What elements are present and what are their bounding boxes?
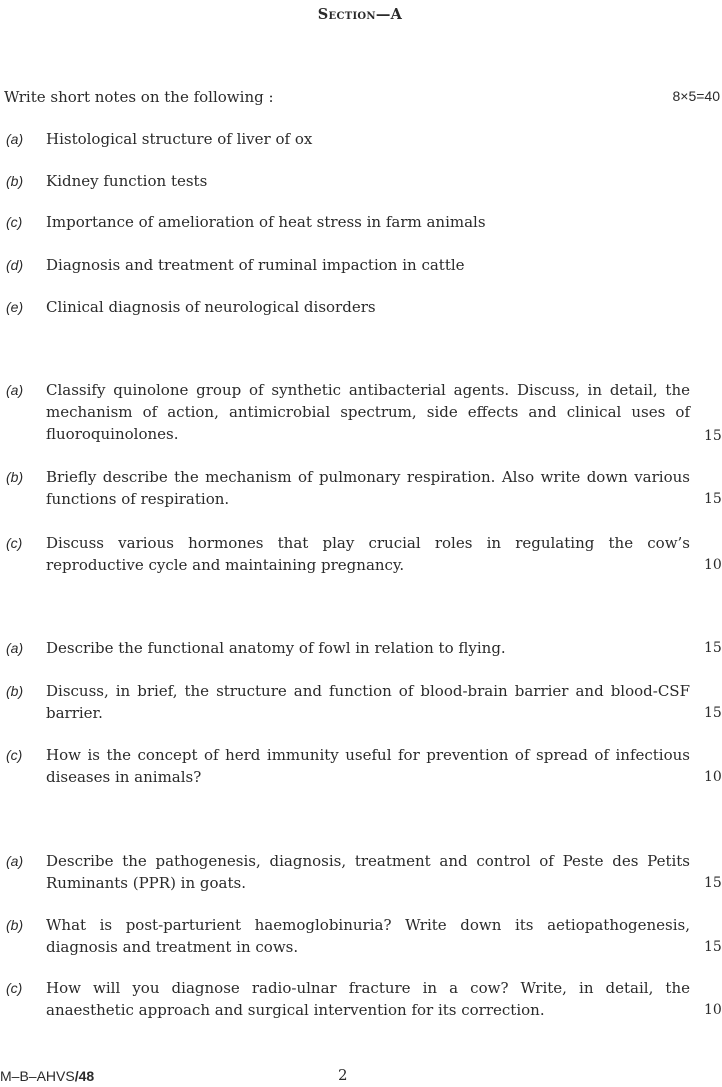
item-marks: 15 — [704, 939, 722, 955]
paper-code-prefix: M–B–AHVS — [0, 1068, 75, 1084]
item-label: (c) — [6, 747, 23, 763]
item-marks: 15 — [704, 875, 722, 891]
item-marks: 15 — [704, 491, 722, 507]
item-label: (b) — [6, 683, 24, 699]
item-text: How is the concept of herd immunity useful for prevention of spread of infectious diseases in animals? — [46, 746, 690, 786]
item-label: (d) — [6, 257, 24, 273]
item-marks: 10 — [704, 557, 722, 573]
item-label: (a) — [6, 640, 24, 656]
item-label: (b) — [6, 173, 24, 189]
section-heading-letter: —A — [375, 6, 403, 23]
item-text: Kidney function tests — [46, 172, 208, 190]
section-heading — [0, 6, 720, 23]
question-1-marks: 8×5=40 — [672, 88, 720, 104]
item-text: What is post-parturient haemoglobinuria? Write down its aetiopathogenesis, diagnosis and treatment in cows. — [46, 916, 690, 956]
question-1-instruction: Write short notes on the following : — [4, 88, 274, 106]
item-label: (b) — [6, 917, 24, 933]
item-marks: 15 — [704, 705, 722, 721]
item-label: (a) — [6, 382, 24, 398]
item-text: Clinical diagnosis of neurological disorders — [46, 298, 376, 316]
page-number: 2 — [338, 1066, 348, 1084]
item-label: (a) — [6, 131, 24, 147]
paper-code — [0, 1068, 94, 1084]
section-heading-word: Section — [317, 6, 376, 23]
item-marks: 15 — [704, 428, 722, 444]
item-label: (b) — [6, 469, 24, 485]
item-label: (c) — [6, 535, 23, 551]
item-marks: 15 — [704, 640, 722, 656]
item-text: Diagnosis and treatment of ruminal impaction in cattle — [46, 256, 465, 274]
item-text: Describe the functional anatomy of fowl in relation to flying. — [46, 639, 506, 657]
item-text: Classify quinolone group of synthetic antibacterial agents. Discuss, in detail, the mechanism of action, antimicrobial spectrum, side effects and clinical uses of fluoroquinolones. — [46, 381, 690, 443]
item-marks: 10 — [704, 1002, 722, 1018]
item-marks: 10 — [704, 769, 722, 785]
item-text: Importance of amelioration of heat stress in farm animals — [46, 213, 486, 231]
item-label: (c) — [6, 980, 23, 996]
item-label: (e) — [6, 299, 24, 315]
item-text: Discuss, in brief, the structure and function of blood-brain barrier and blood-CSF barrier. — [46, 682, 690, 722]
item-label: (c) — [6, 214, 23, 230]
item-text: Describe the pathogenesis, diagnosis, treatment and control of Peste des Petits Ruminants (PPR) in goats. — [46, 852, 690, 892]
item-text: How will you diagnose radio-ulnar fracture in a cow? Write, in detail, the anaesthetic approach and surgical intervention for its correction. — [46, 979, 690, 1019]
item-text: Briefly describe the mechanism of pulmonary respiration. Also write down various functions of respiration. — [46, 468, 690, 508]
item-label: (a) — [6, 853, 24, 869]
item-text: Histological structure of liver of ox — [46, 130, 313, 148]
paper-code-suffix: /48 — [74, 1068, 95, 1084]
item-text: Discuss various hormones that play crucial roles in regulating the cow’s reproductive cycle and maintaining pregnancy. — [46, 534, 690, 574]
